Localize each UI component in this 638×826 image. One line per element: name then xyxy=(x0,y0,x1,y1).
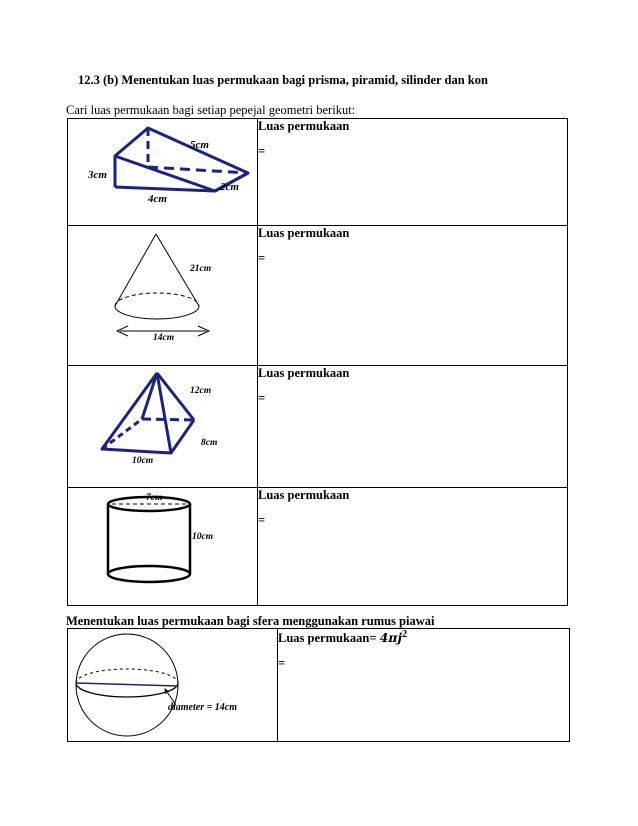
answer-equals: = xyxy=(258,251,266,265)
label-8cm: 8cm xyxy=(201,438,218,448)
square-pyramid-icon xyxy=(68,366,258,487)
label-5cm: 5cm xyxy=(190,139,209,151)
figure-cell xyxy=(68,629,278,742)
table-row-pyramid xyxy=(68,366,568,488)
label-3cm: 3cm xyxy=(88,169,107,181)
answer-equals: = xyxy=(258,391,266,405)
table-row-prism xyxy=(68,119,568,226)
label-diameter: diameter = 14cm xyxy=(168,702,238,713)
table-row-cone xyxy=(68,226,568,366)
answer-equals: = xyxy=(258,144,266,158)
label-2cm: 2cm xyxy=(220,181,239,193)
label-7cm: 7cm xyxy=(146,493,163,503)
sphere-heading: Menentukan luas permukaan bagi sfera menggunakan rumus piawai xyxy=(66,614,435,628)
label-10cm: 10cm xyxy=(132,456,154,466)
cylinder-icon xyxy=(68,488,258,605)
answer-label xyxy=(278,629,569,646)
sphere-table xyxy=(67,628,570,742)
label-12cm: 12cm xyxy=(190,386,212,396)
answer-label: Luas permukaan xyxy=(258,119,350,133)
label-4cm: 4cm xyxy=(148,193,167,205)
label-21cm: 21cm xyxy=(190,264,212,274)
answer-cell[interactable] xyxy=(258,488,568,606)
answer-equals: = xyxy=(258,513,266,527)
figure-cell xyxy=(68,119,258,226)
answer-cell[interactable] xyxy=(278,629,570,742)
answer-label: Luas permukaan xyxy=(258,226,350,240)
label-14cm: 14cm xyxy=(153,333,175,343)
answer-label: Luas permukaan xyxy=(258,488,350,502)
answer-cell[interactable] xyxy=(258,226,568,366)
figure-cell xyxy=(68,366,258,488)
label-10cm: 10cm xyxy=(192,532,214,542)
cone-icon xyxy=(68,226,258,365)
answer-equals: = xyxy=(278,656,286,671)
shapes-table xyxy=(67,118,568,606)
answer-cell[interactable] xyxy=(258,119,568,226)
formula-base: 4πj xyxy=(379,630,402,646)
formula-exponent: 2 xyxy=(401,629,408,640)
instruction-text: Cari luas permukaan bagi setiap pepejal geometri berikut: xyxy=(66,103,356,117)
table-row-sphere xyxy=(68,629,570,742)
figure-cell xyxy=(68,488,258,606)
table-row-cylinder xyxy=(68,488,568,606)
answer-cell[interactable] xyxy=(258,366,568,488)
answer-label: Luas permukaan xyxy=(258,366,350,380)
sphere-icon xyxy=(68,629,278,741)
section-heading: 12.3 (b) Menentukan luas permukaan bagi prisma, piramid, silinder dan kon xyxy=(78,73,488,87)
answer-label-text: Luas permukaan= xyxy=(278,631,377,646)
figure-cell xyxy=(68,226,258,366)
